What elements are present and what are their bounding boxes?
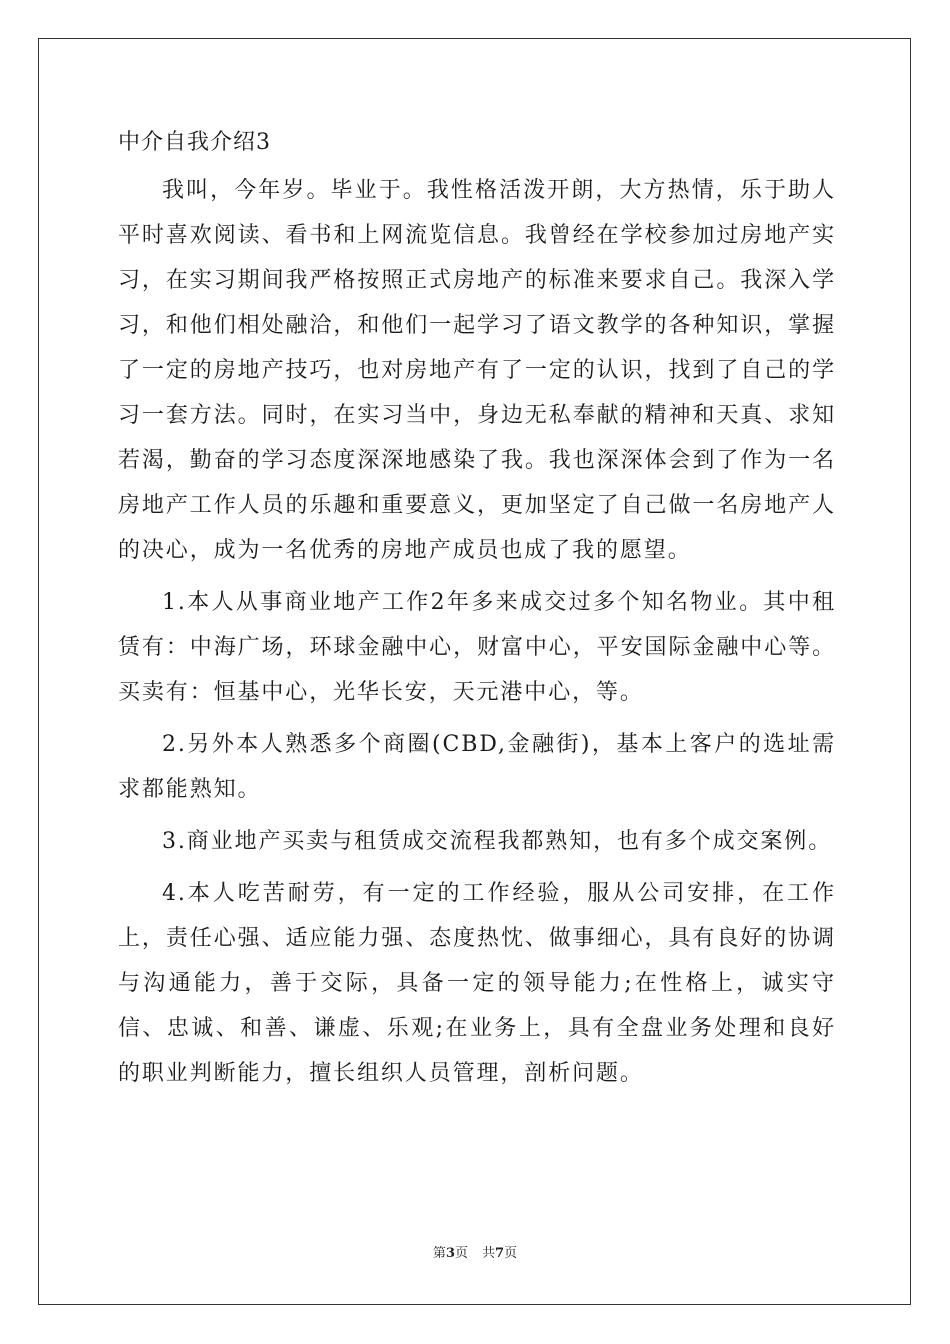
paragraph-item-3: 3.商业地产买卖与租赁成交流程我都熟知，也有多个成交案例。 [162, 829, 833, 854]
paragraph-item-1: 1.本人从事商业地产工作2年多来成交过多个知名物业。其中租赁有：中海广场，环球金融中心，财富中心，平安国际金融中心等。买卖有：恒基中心，光华长安，天元港中心，等。 [118, 590, 836, 705]
page-suffix: 页 [454, 1246, 468, 1261]
page-prefix: 第 [432, 1246, 446, 1261]
paragraph-item-2: 2.另外本人熟悉多个商圈(CBD,金融街)，基本上客户的选址需求都能熟知。 [118, 732, 836, 802]
current-page-number: 3 [445, 1246, 455, 1261]
paragraph-intro: 我叫，今年岁。毕业于。我性格活泼开朗，大方热情，乐于助人平时喜欢阅读、看书和上网流览信息。我曾经在学校参加过房地产实习，在实习期间我严格按照正式房地产的标准来要求自己。我深入学习，和他们相处融洽，和他们一起学习了语文教学的各种知识，掌握了一定的房地产技巧，也对房地产有了一定的认识，找到了自己的学习一套方法。同时，在实习当中，身边无私奉献的精神和天真、求知若渴，勤奋的学习态度深深地感染了我。我也深深体会到了作为一名房地产工作人员的乐趣和重要意义，更加坚定了自己做一名房地产人的决心，成为一名优秀的房地产成员也成了我的愿望。 [118, 178, 836, 563]
page-footer [0, 1245, 950, 1263]
total-pages-number: 7 [495, 1246, 505, 1261]
document-title: 中介自我介绍3 [118, 130, 271, 155]
document-body [118, 128, 836, 1103]
total-prefix: 共 [482, 1246, 496, 1261]
total-suffix: 页 [504, 1246, 518, 1261]
paragraph-item-4: 4.本人吃苦耐劳，有一定的工作经验，服从公司安排，在工作上，责任心强、适应能力强、态度热忱、做事细心，具有良好的协调与沟通能力，善于交际，具备一定的领导能力;在性格上，诚实守信、忠诚、和善、谦虚、乐观;在业务上，具有全盘业务处理和良好的职业判断能力，擅长组织人员管理，剖析问题。 [118, 881, 836, 1086]
